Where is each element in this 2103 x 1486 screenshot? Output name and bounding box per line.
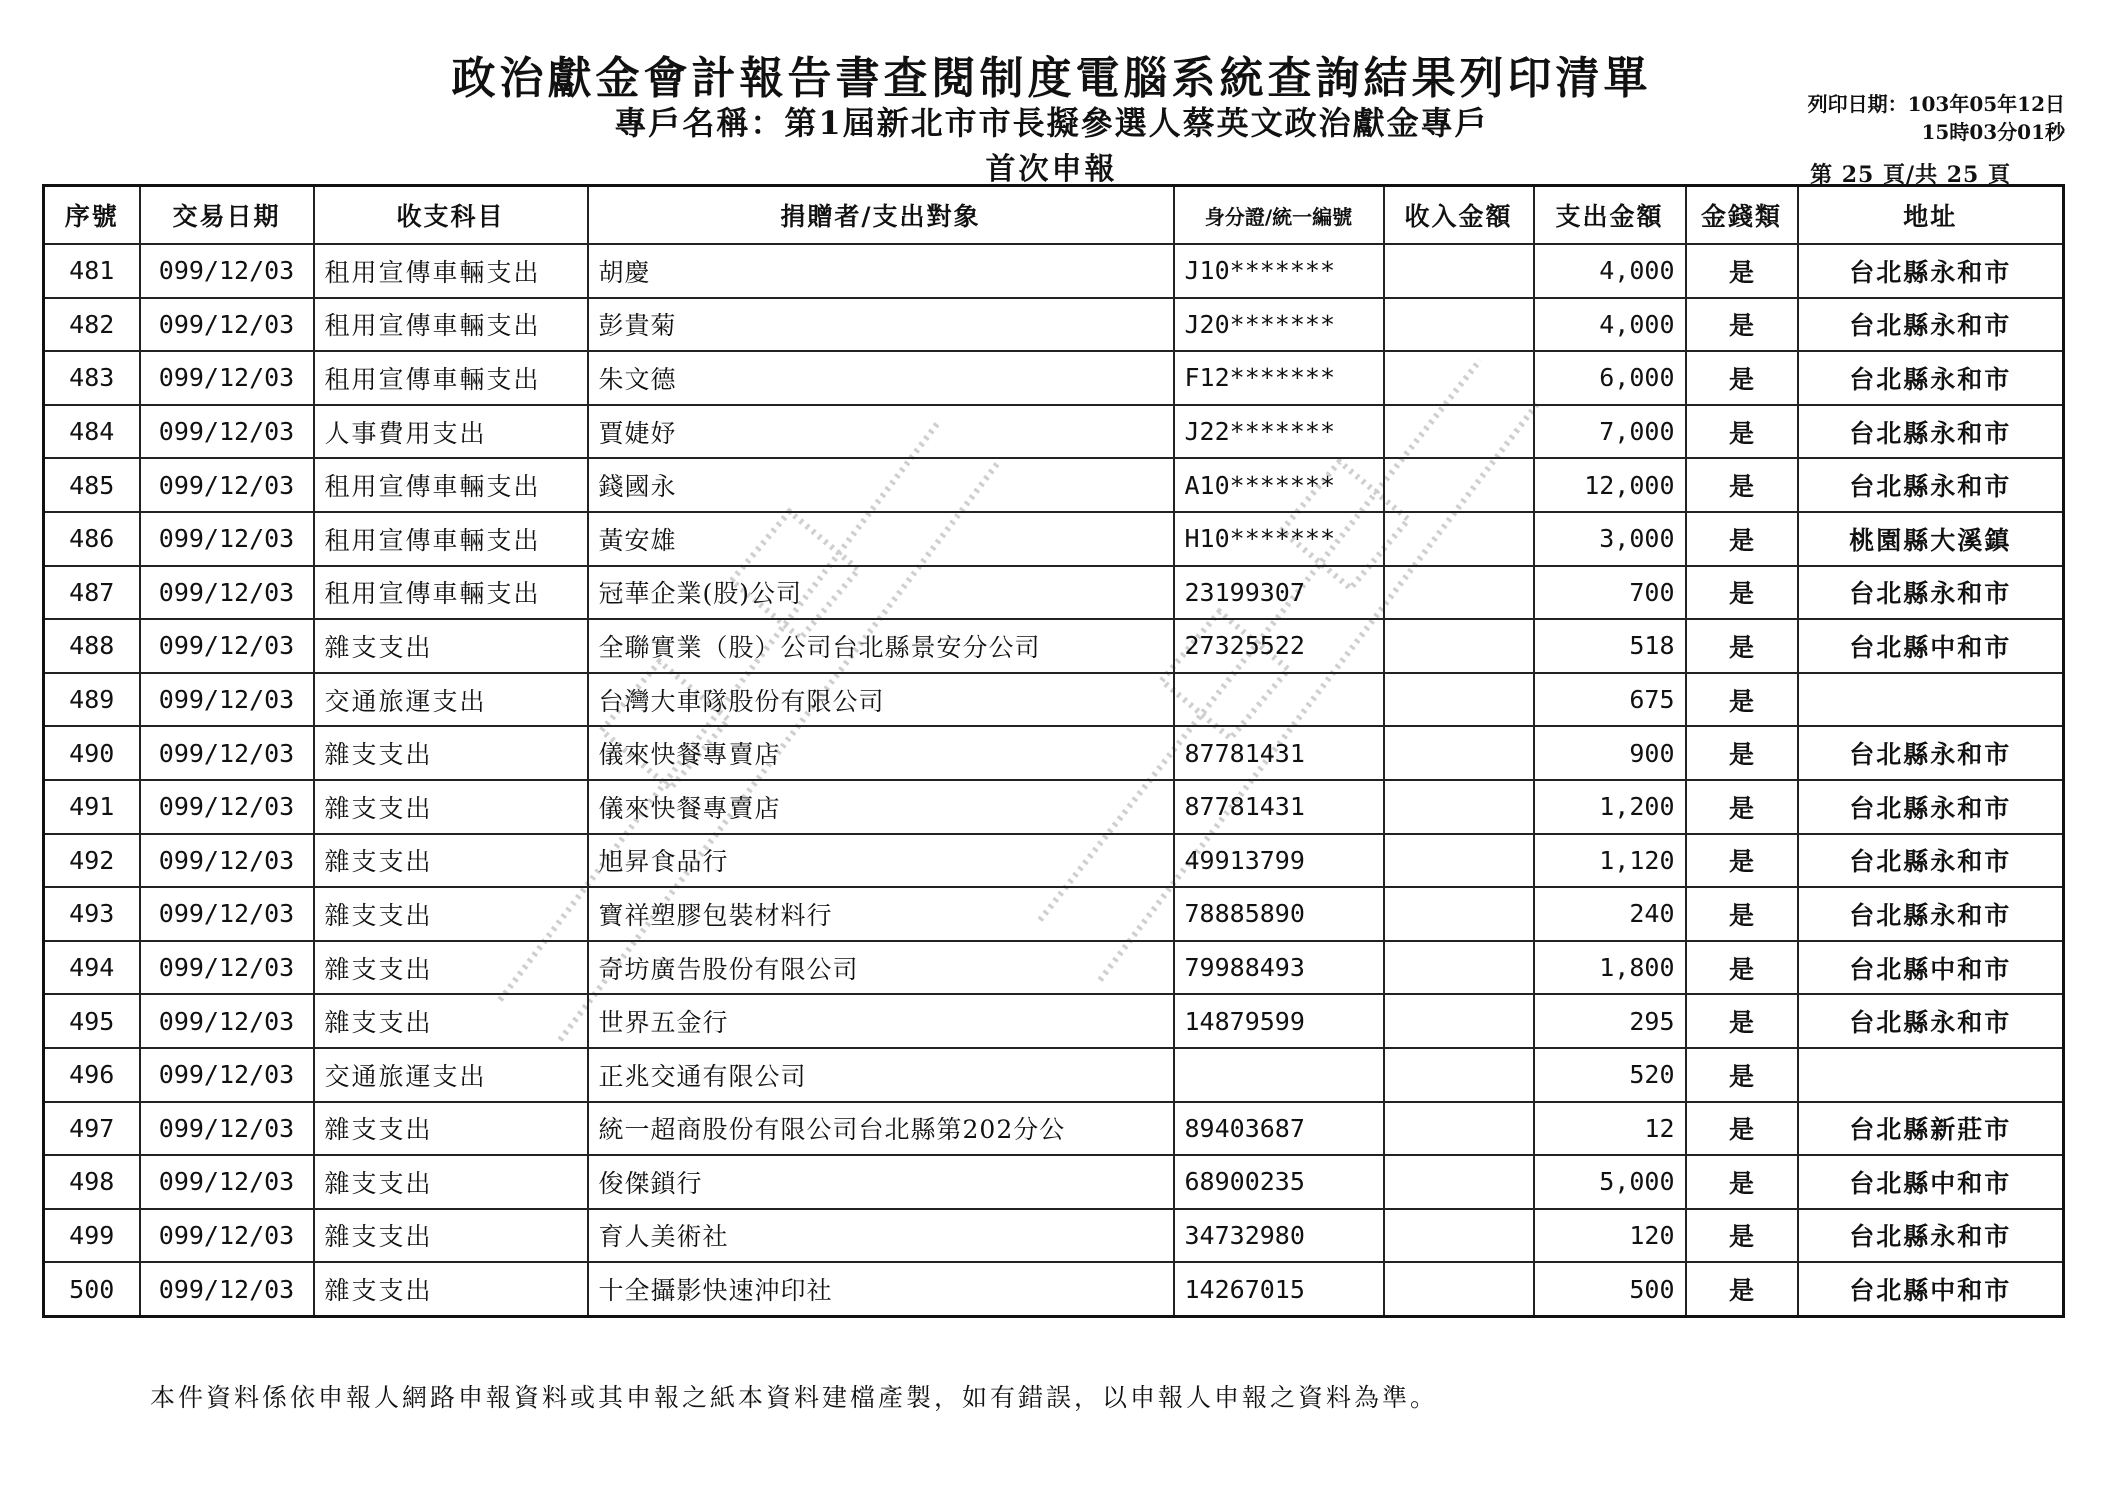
payee-cell: 朱文德 xyxy=(588,351,1174,405)
date-cell: 099/12/03 xyxy=(140,887,314,941)
address-cell: 台北縣新莊市 xyxy=(1798,1102,2064,1156)
seq-cell: 495 xyxy=(44,994,140,1048)
expense-cell: 240 xyxy=(1534,887,1686,941)
date-cell: 099/12/03 xyxy=(140,512,314,566)
category-cell: 雜支支出 xyxy=(314,1155,588,1209)
col-header-id: 身分證/統一編號 xyxy=(1174,186,1384,245)
cash-flag-cell: 是 xyxy=(1686,994,1798,1048)
payee-cell: 錢國永 xyxy=(588,458,1174,512)
id-cell: J10******* xyxy=(1174,244,1384,298)
expense-cell: 520 xyxy=(1534,1048,1686,1102)
cash-flag-cell: 是 xyxy=(1686,458,1798,512)
expense-cell: 7,000 xyxy=(1534,405,1686,459)
category-cell: 雜支支出 xyxy=(314,619,588,673)
table-row xyxy=(44,458,2064,512)
address-cell: 台北縣永和市 xyxy=(1798,298,2064,352)
address-cell: 台北縣中和市 xyxy=(1798,1155,2064,1209)
table-row xyxy=(44,566,2064,620)
cash-flag-cell: 是 xyxy=(1686,941,1798,995)
id-cell: H10******* xyxy=(1174,512,1384,566)
date-cell: 099/12/03 xyxy=(140,941,314,995)
cash-flag-cell: 是 xyxy=(1686,726,1798,780)
ledger-table xyxy=(42,184,2065,1318)
page-info: 第 25 頁/共 25 頁 xyxy=(1810,162,2011,188)
print-date xyxy=(1808,90,2065,146)
income-cell xyxy=(1384,1209,1534,1263)
income-cell xyxy=(1384,566,1534,620)
table-row xyxy=(44,726,2064,780)
table-row xyxy=(44,673,2064,727)
address-cell: 桃園縣大溪鎮 xyxy=(1798,512,2064,566)
income-cell xyxy=(1384,351,1534,405)
footer-note: 本件資料係依申報人網路申報資料或其申報之紙本資料建檔產製，如有錯誤，以申報人申報之資料為準。 xyxy=(150,1383,1439,1412)
category-cell: 交通旅運支出 xyxy=(314,1048,588,1102)
payee-cell: 奇坊廣告股份有限公司 xyxy=(588,941,1174,995)
income-cell xyxy=(1384,726,1534,780)
income-cell xyxy=(1384,512,1534,566)
category-cell: 雜支支出 xyxy=(314,994,588,1048)
seq-cell: 499 xyxy=(44,1209,140,1263)
category-cell: 租用宣傳車輛支出 xyxy=(314,458,588,512)
print-date-line1: 列印日期：103年05年12日 xyxy=(1807,92,2065,116)
cash-flag-cell: 是 xyxy=(1686,1155,1798,1209)
expense-cell: 518 xyxy=(1534,619,1686,673)
expense-cell: 4,000 xyxy=(1534,244,1686,298)
cash-flag-cell: 是 xyxy=(1686,566,1798,620)
table-row xyxy=(44,1102,2064,1156)
table-row xyxy=(44,405,2064,459)
seq-cell: 497 xyxy=(44,1102,140,1156)
cash-flag-cell: 是 xyxy=(1686,1102,1798,1156)
address-cell: 台北縣永和市 xyxy=(1798,566,2064,620)
id-cell: 87781431 xyxy=(1174,726,1384,780)
payee-cell: 儀來快餐專賣店 xyxy=(588,726,1174,780)
cash-flag-cell: 是 xyxy=(1686,405,1798,459)
income-cell xyxy=(1384,244,1534,298)
table-row xyxy=(44,1209,2064,1263)
payee-cell: 黃安雄 xyxy=(588,512,1174,566)
col-header-expense: 支出金額 xyxy=(1534,186,1686,245)
income-cell xyxy=(1384,887,1534,941)
date-cell: 099/12/03 xyxy=(140,994,314,1048)
expense-cell: 700 xyxy=(1534,566,1686,620)
income-cell xyxy=(1384,1155,1534,1209)
table-row xyxy=(44,780,2064,834)
category-cell: 租用宣傳車輛支出 xyxy=(314,512,588,566)
seq-cell: 486 xyxy=(44,512,140,566)
expense-cell: 120 xyxy=(1534,1209,1686,1263)
category-cell: 租用宣傳車輛支出 xyxy=(314,351,588,405)
address-cell: 台北縣永和市 xyxy=(1798,834,2064,888)
date-cell: 099/12/03 xyxy=(140,834,314,888)
income-cell xyxy=(1384,405,1534,459)
payee-cell: 育人美術社 xyxy=(588,1209,1174,1263)
date-cell: 099/12/03 xyxy=(140,1262,314,1316)
income-cell xyxy=(1384,619,1534,673)
address-cell: 台北縣永和市 xyxy=(1798,458,2064,512)
address-cell: 台北縣中和市 xyxy=(1798,619,2064,673)
date-cell: 099/12/03 xyxy=(140,1155,314,1209)
category-cell: 雜支支出 xyxy=(314,1262,588,1316)
payee-cell: 賈婕妤 xyxy=(588,405,1174,459)
table-row xyxy=(44,512,2064,566)
table-row xyxy=(44,941,2064,995)
address-cell: 台北縣永和市 xyxy=(1798,405,2064,459)
category-cell: 租用宣傳車輛支出 xyxy=(314,298,588,352)
address-cell: 台北縣永和市 xyxy=(1798,887,2064,941)
address-cell: 台北縣永和市 xyxy=(1798,726,2064,780)
expense-cell: 900 xyxy=(1534,726,1686,780)
payee-cell: 台灣大車隊股份有限公司 xyxy=(588,673,1174,727)
category-cell: 人事費用支出 xyxy=(314,405,588,459)
date-cell: 099/12/03 xyxy=(140,780,314,834)
expense-cell: 3,000 xyxy=(1534,512,1686,566)
cash-flag-cell: 是 xyxy=(1686,1048,1798,1102)
category-cell: 租用宣傳車輛支出 xyxy=(314,566,588,620)
id-cell: 79988493 xyxy=(1174,941,1384,995)
expense-cell: 1,120 xyxy=(1534,834,1686,888)
date-cell: 099/12/03 xyxy=(140,1209,314,1263)
seq-cell: 481 xyxy=(44,244,140,298)
address-cell xyxy=(1798,1048,2064,1102)
print-date-line2: 15時03分01秒 xyxy=(1921,120,2065,144)
date-cell: 099/12/03 xyxy=(140,619,314,673)
category-cell: 雜支支出 xyxy=(314,887,588,941)
payee-cell: 正兆交通有限公司 xyxy=(588,1048,1174,1102)
date-cell: 099/12/03 xyxy=(140,244,314,298)
category-cell: 雜支支出 xyxy=(314,1102,588,1156)
id-cell: F12******* xyxy=(1174,351,1384,405)
report-title: 政治獻金會計報告書查閱制度電腦系統查詢結果列印清單 xyxy=(451,53,1652,104)
id-cell: J20******* xyxy=(1174,298,1384,352)
id-cell: 87781431 xyxy=(1174,780,1384,834)
category-cell: 雜支支出 xyxy=(314,941,588,995)
seq-cell: 487 xyxy=(44,566,140,620)
col-header-payee: 捐贈者/支出對象 xyxy=(588,186,1174,245)
address-cell: 台北縣永和市 xyxy=(1798,780,2064,834)
ledger-body xyxy=(44,244,2064,1316)
cash-flag-cell: 是 xyxy=(1686,780,1798,834)
date-cell: 099/12/03 xyxy=(140,673,314,727)
id-cell xyxy=(1174,1048,1384,1102)
expense-cell: 12 xyxy=(1534,1102,1686,1156)
address-cell: 台北縣永和市 xyxy=(1798,244,2064,298)
seq-cell: 488 xyxy=(44,619,140,673)
income-cell xyxy=(1384,1262,1534,1316)
cash-flag-cell: 是 xyxy=(1686,887,1798,941)
income-cell xyxy=(1384,673,1534,727)
income-cell xyxy=(1384,994,1534,1048)
category-cell: 租用宣傳車輛支出 xyxy=(314,244,588,298)
income-cell xyxy=(1384,458,1534,512)
cash-flag-cell: 是 xyxy=(1686,834,1798,888)
id-cell xyxy=(1174,673,1384,727)
table-row xyxy=(44,1155,2064,1209)
id-cell: 89403687 xyxy=(1174,1102,1384,1156)
payee-cell: 儀來快餐專賣店 xyxy=(588,780,1174,834)
id-cell: 78885890 xyxy=(1174,887,1384,941)
table-row xyxy=(44,619,2064,673)
col-header-income: 收入金額 xyxy=(1384,186,1534,245)
date-cell: 099/12/03 xyxy=(140,458,314,512)
category-cell: 交通旅運支出 xyxy=(314,673,588,727)
seq-cell: 483 xyxy=(44,351,140,405)
payee-cell: 全聯實業（股）公司台北縣景安分公司 xyxy=(588,619,1174,673)
cash-flag-cell: 是 xyxy=(1686,512,1798,566)
income-cell xyxy=(1384,1048,1534,1102)
table-row xyxy=(44,834,2064,888)
cash-flag-cell: 是 xyxy=(1686,244,1798,298)
address-cell: 台北縣永和市 xyxy=(1798,1209,2064,1263)
id-cell: 68900235 xyxy=(1174,1155,1384,1209)
cash-flag-cell: 是 xyxy=(1686,298,1798,352)
address-cell: 台北縣永和市 xyxy=(1798,994,2064,1048)
seq-cell: 493 xyxy=(44,887,140,941)
category-cell: 雜支支出 xyxy=(314,780,588,834)
expense-cell: 295 xyxy=(1534,994,1686,1048)
payee-cell: 世界五金行 xyxy=(588,994,1174,1048)
id-cell: 34732980 xyxy=(1174,1209,1384,1263)
address-cell: 台北縣中和市 xyxy=(1798,1262,2064,1316)
col-header-address: 地址 xyxy=(1798,186,2064,245)
filing-type: 首次申報 xyxy=(985,152,1118,187)
income-cell xyxy=(1384,298,1534,352)
seq-cell: 492 xyxy=(44,834,140,888)
cash-flag-cell: 是 xyxy=(1686,351,1798,405)
income-cell xyxy=(1384,780,1534,834)
payee-cell: 胡慶 xyxy=(588,244,1174,298)
income-cell xyxy=(1384,1102,1534,1156)
expense-cell: 12,000 xyxy=(1534,458,1686,512)
cash-flag-cell: 是 xyxy=(1686,619,1798,673)
expense-cell: 1,800 xyxy=(1534,941,1686,995)
date-cell: 099/12/03 xyxy=(140,351,314,405)
col-header-date: 交易日期 xyxy=(140,186,314,245)
seq-cell: 491 xyxy=(44,780,140,834)
seq-cell: 500 xyxy=(44,1262,140,1316)
id-cell: 14879599 xyxy=(1174,994,1384,1048)
id-cell: 27325522 xyxy=(1174,619,1384,673)
payee-cell: 十全攝影快速沖印社 xyxy=(588,1262,1174,1316)
table-row xyxy=(44,1048,2064,1102)
category-cell: 雜支支出 xyxy=(314,834,588,888)
table-header-row xyxy=(44,186,2064,245)
seq-cell: 482 xyxy=(44,298,140,352)
table-row xyxy=(44,351,2064,405)
payee-cell: 俊傑鎖行 xyxy=(588,1155,1174,1209)
seq-cell: 496 xyxy=(44,1048,140,1102)
table-row xyxy=(44,244,2064,298)
address-cell: 台北縣永和市 xyxy=(1798,351,2064,405)
id-cell: 14267015 xyxy=(1174,1262,1384,1316)
seq-cell: 484 xyxy=(44,405,140,459)
seq-cell: 498 xyxy=(44,1155,140,1209)
seq-cell: 490 xyxy=(44,726,140,780)
cash-flag-cell: 是 xyxy=(1686,1209,1798,1263)
income-cell xyxy=(1384,941,1534,995)
table-row xyxy=(44,994,2064,1048)
seq-cell: 485 xyxy=(44,458,140,512)
expense-cell: 1,200 xyxy=(1534,780,1686,834)
category-cell: 雜支支出 xyxy=(314,726,588,780)
id-cell: A10******* xyxy=(1174,458,1384,512)
payee-cell: 冠華企業(股)公司 xyxy=(588,566,1174,620)
date-cell: 099/12/03 xyxy=(140,1048,314,1102)
expense-cell: 500 xyxy=(1534,1262,1686,1316)
date-cell: 099/12/03 xyxy=(140,726,314,780)
date-cell: 099/12/03 xyxy=(140,298,314,352)
col-header-cash: 金錢類 xyxy=(1686,186,1798,245)
date-cell: 099/12/03 xyxy=(140,405,314,459)
cash-flag-cell: 是 xyxy=(1686,673,1798,727)
date-cell: 099/12/03 xyxy=(140,1102,314,1156)
account-name: 專戶名稱：第1屆新北市市長擬參選人蔡英文政治獻金專戶 xyxy=(614,104,1489,142)
income-cell xyxy=(1384,834,1534,888)
seq-cell: 489 xyxy=(44,673,140,727)
payee-cell: 統一超商股份有限公司台北縣第202分公 xyxy=(588,1102,1174,1156)
expense-cell: 6,000 xyxy=(1534,351,1686,405)
address-cell: 台北縣中和市 xyxy=(1798,941,2064,995)
col-header-seq: 序號 xyxy=(44,186,140,245)
table-row xyxy=(44,887,2064,941)
address-cell xyxy=(1798,673,2064,727)
category-cell: 雜支支出 xyxy=(314,1209,588,1263)
table-row xyxy=(44,298,2064,352)
expense-cell: 4,000 xyxy=(1534,298,1686,352)
payee-cell: 旭昇食品行 xyxy=(588,834,1174,888)
id-cell: 49913799 xyxy=(1174,834,1384,888)
payee-cell: 寶祥塑膠包裝材料行 xyxy=(588,887,1174,941)
date-cell: 099/12/03 xyxy=(140,566,314,620)
seq-cell: 494 xyxy=(44,941,140,995)
expense-cell: 675 xyxy=(1534,673,1686,727)
cash-flag-cell: 是 xyxy=(1686,1262,1798,1316)
table-row xyxy=(44,1262,2064,1316)
expense-cell: 5,000 xyxy=(1534,1155,1686,1209)
payee-cell: 彭貴菊 xyxy=(588,298,1174,352)
col-header-category: 收支科目 xyxy=(314,186,588,245)
id-cell: 23199307 xyxy=(1174,566,1384,620)
id-cell: J22******* xyxy=(1174,405,1384,459)
